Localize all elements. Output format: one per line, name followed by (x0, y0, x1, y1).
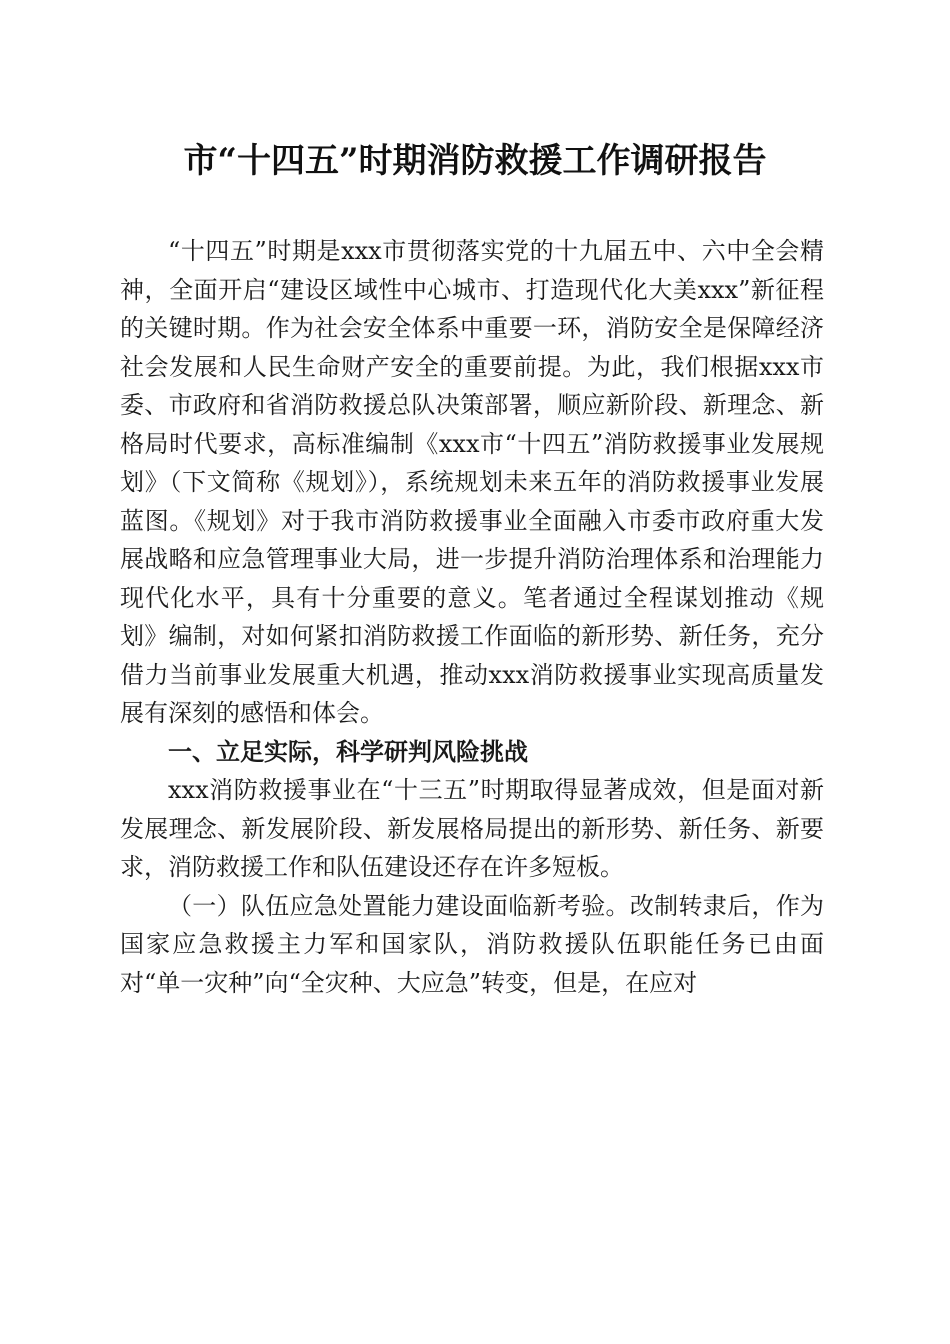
intro-paragraph: “十四五”时期是xxx市贯彻落实党的十九届五中、六中全会精神，全面开启“建设区域性中心城市、打造现代化大美xxx”新征程的关键时期。作为社会安全体系中重要一环，消防安全是保障经济社会发展和人民生命财产安全的重要前提。为此，我们根据xxx市委、市政府和省消防救援总队决策部署，顺应新阶段、新理念、新格局时代要求，高标准编制《xxx市“十四五”消防救援事业发展规划》（下文简称《规划》），系统规划未来五年的消防救援事业发展蓝图。《规划》对于我市消防救援事业全面融入市委市政府重大发展战略和应急管理事业大局，进一步提升消防治理体系和治理能力现代化水平，具有十分重要的意义。笔者通过全程谋划推动《规划》编制，对如何紧扣消防救援工作面临的新形势、新任务，充分借力当前事业发展重大机遇，推动xxx消防救援事业实现高质量发展有深刻的感悟和体会。 (120, 237, 824, 727)
section-paragraph: xxx消防救援事业在“十三五”时期取得显著成效，但是面对新发展理念、新发展阶段、新发展格局提出的新形势、新任务、新要求，消防救援工作和队伍建设还存在许多短板。 (120, 776, 824, 881)
document-body (120, 232, 824, 1002)
subsection-paragraph (120, 887, 824, 1003)
document-title: 市“十四五”时期消防救援工作调研报告 (183, 141, 767, 181)
section-heading: 一、立足实际，科学研判风险挑战 (168, 737, 528, 766)
subsection-text: 改制转隶后，作为国家应急救援主力军和国家队，消防救援队伍职能任务已由面对“单一灾种”向“全灾种、大应急”转变，但是，在应对 (120, 891, 825, 997)
subsection-lead: （一）队伍应急处置能力建设面临新考验。 (168, 891, 630, 920)
